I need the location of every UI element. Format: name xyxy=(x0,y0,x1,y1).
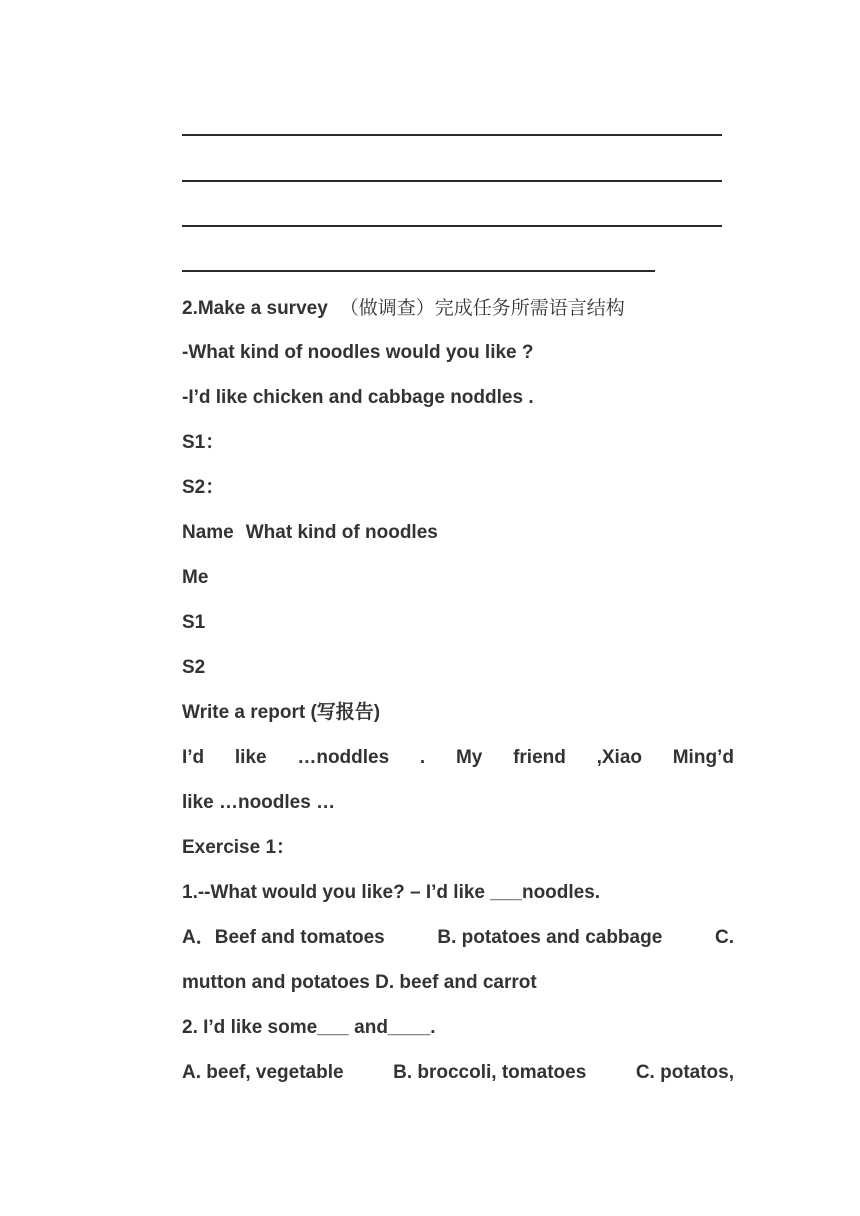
table-header-kind: What kind of noodles xyxy=(245,522,438,543)
question-1-options xyxy=(182,926,734,950)
report-word: like xyxy=(234,747,267,768)
exercise-title: Exercise 1： xyxy=(182,837,296,858)
option-c: C. xyxy=(714,927,734,948)
option-b: B. potatoes and cabbage xyxy=(437,927,663,948)
survey-question: -What kind of noodles would you like ? xyxy=(182,342,534,363)
table-row: S2 xyxy=(182,657,206,678)
s2-label: S2： xyxy=(182,477,225,498)
answer-line-2 xyxy=(182,180,722,182)
table-row: Me xyxy=(182,567,209,588)
table-header xyxy=(182,521,438,545)
survey-answer: -I’d like chicken and cabbage noddles . xyxy=(182,387,534,408)
report-word: Ming’d xyxy=(672,747,734,768)
exercise-question-1: 1.--What would you like? – I’d like ___noodles. xyxy=(182,882,601,903)
report-line-2: like …noodles … xyxy=(182,792,336,813)
option-c: C. potatos, xyxy=(635,1062,734,1083)
survey-title-en: 2.Make a survey xyxy=(182,298,328,319)
question-2-options xyxy=(182,1061,734,1085)
report-word: . xyxy=(419,747,426,768)
survey-title-zh: （做调查）完成任务所需语言结构 xyxy=(339,297,625,319)
report-word: …noddles xyxy=(297,747,390,768)
report-word: ,Xiao xyxy=(596,747,642,768)
survey-heading xyxy=(182,296,625,321)
report-word: My xyxy=(455,747,483,768)
answer-line-1 xyxy=(182,134,722,136)
report-line-1 xyxy=(182,746,734,770)
answer-line-4 xyxy=(182,270,655,272)
answer-line-3 xyxy=(182,225,722,227)
table-row: S1 xyxy=(182,612,206,633)
option-b: B. broccoli, tomatoes xyxy=(393,1062,587,1083)
option-a: A. beef, vegetable xyxy=(182,1062,344,1083)
question-1-options-cont: mutton and potatoes D. beef and carrot xyxy=(182,972,537,993)
exercise-question-2: 2. I’d like some___ and____. xyxy=(182,1017,436,1038)
option-a: A．Beef and tomatoes xyxy=(182,927,385,948)
report-word: I’d xyxy=(182,747,205,768)
report-word: friend xyxy=(513,747,566,768)
report-title: Write a report (写报告) xyxy=(182,702,381,723)
s1-label: S1： xyxy=(182,432,225,453)
table-header-name: Name xyxy=(182,522,234,543)
